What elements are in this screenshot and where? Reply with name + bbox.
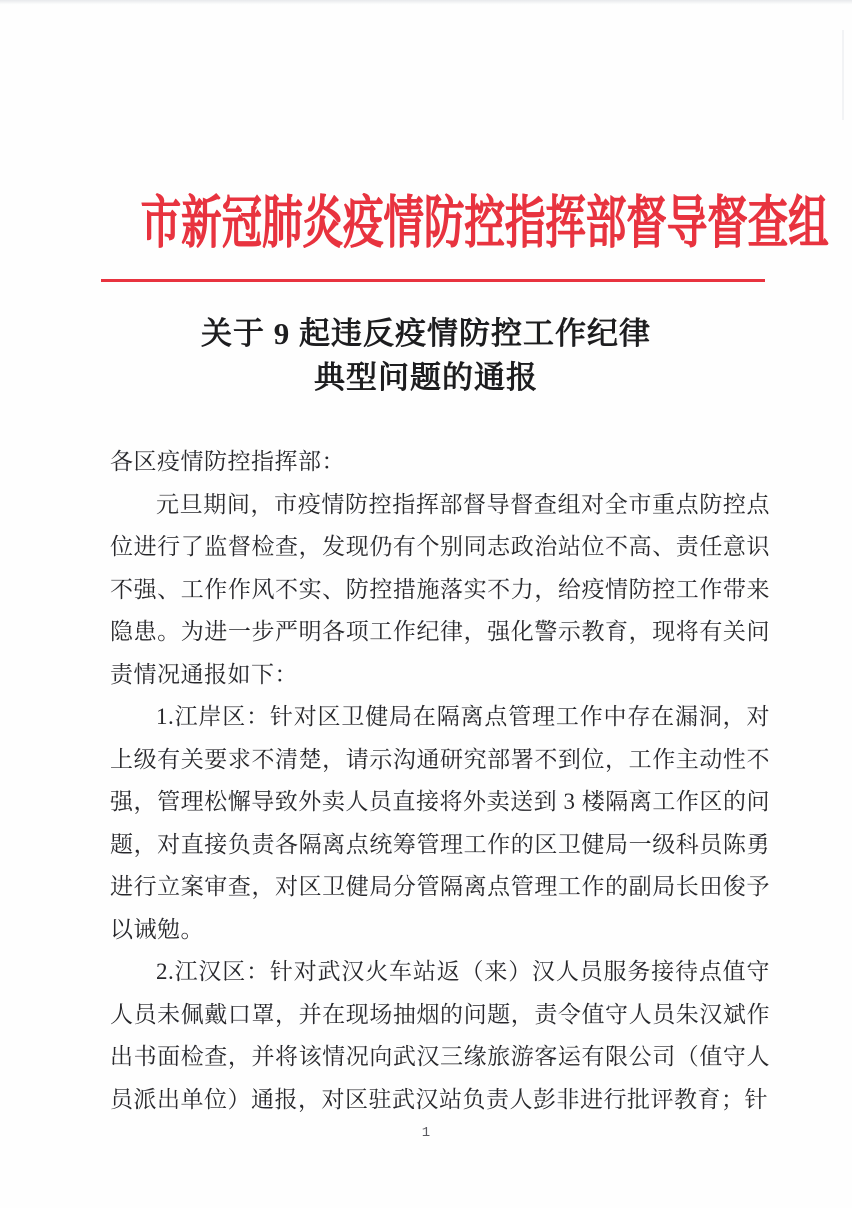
page-number: 1 [421,1125,431,1141]
paragraph-case-1-jiangan: 1.江岸区：针对区卫健局在隔离点管理工作中存在漏洞，对上级有关要求不清楚，请示沟通研究部署不到位，工作主动性不强，管理松懈导致外卖人员直接将外卖送到 3 楼隔离工作区的问题，对直接负责各隔离点统筹管理工作的区卫健局一级科员陈勇进行立案审查，对区卫健局分管隔离点管理工作的副局长田俊予以诫勉。 [110,704,770,942]
document-letterhead [0,190,852,258]
paragraph-intro: 元旦期间，市疫情防控指挥部督导督查组对全市重点防控点位进行了监督检查，发现仍有个别同志政治站位不高、责任意识不强、工作作风不实、防控措施落实不力，给疫情防控工作带来隐患。为进一步严明各项工作纪律，强化警示教育，现将有关问责情况通报如下： [110,491,770,687]
salutation-line: 各区疫情防控指挥部： [110,449,345,474]
letterhead-divider-rule [101,279,765,282]
paragraph-case-2-jianghan: 2.江汉区：针对武汉火车站返（来）汉人员服务接待点值守人员未佩戴口罩，并在现场抽烟的问题，责令值守人员朱汉斌作出书面检查，并将该情况向武汉三缘旅游客运有限公司（值守人员派出单位）通报，对区驻武汉站负责人彭非进行批评教育；针 [110,959,770,1112]
scan-edge-artifact-top [0,0,852,5]
document-body [110,441,770,1121]
document-title [0,312,852,400]
document-title-line1: 关于 9 起违反疫情防控工作纪律 [201,316,651,351]
scan-edge-artifact-right [842,30,844,120]
letterhead-org-title: 市新冠肺炎疫情防控指挥部督导督查组 [140,192,829,255]
document-title-line2: 典型问题的通报 [314,360,538,395]
